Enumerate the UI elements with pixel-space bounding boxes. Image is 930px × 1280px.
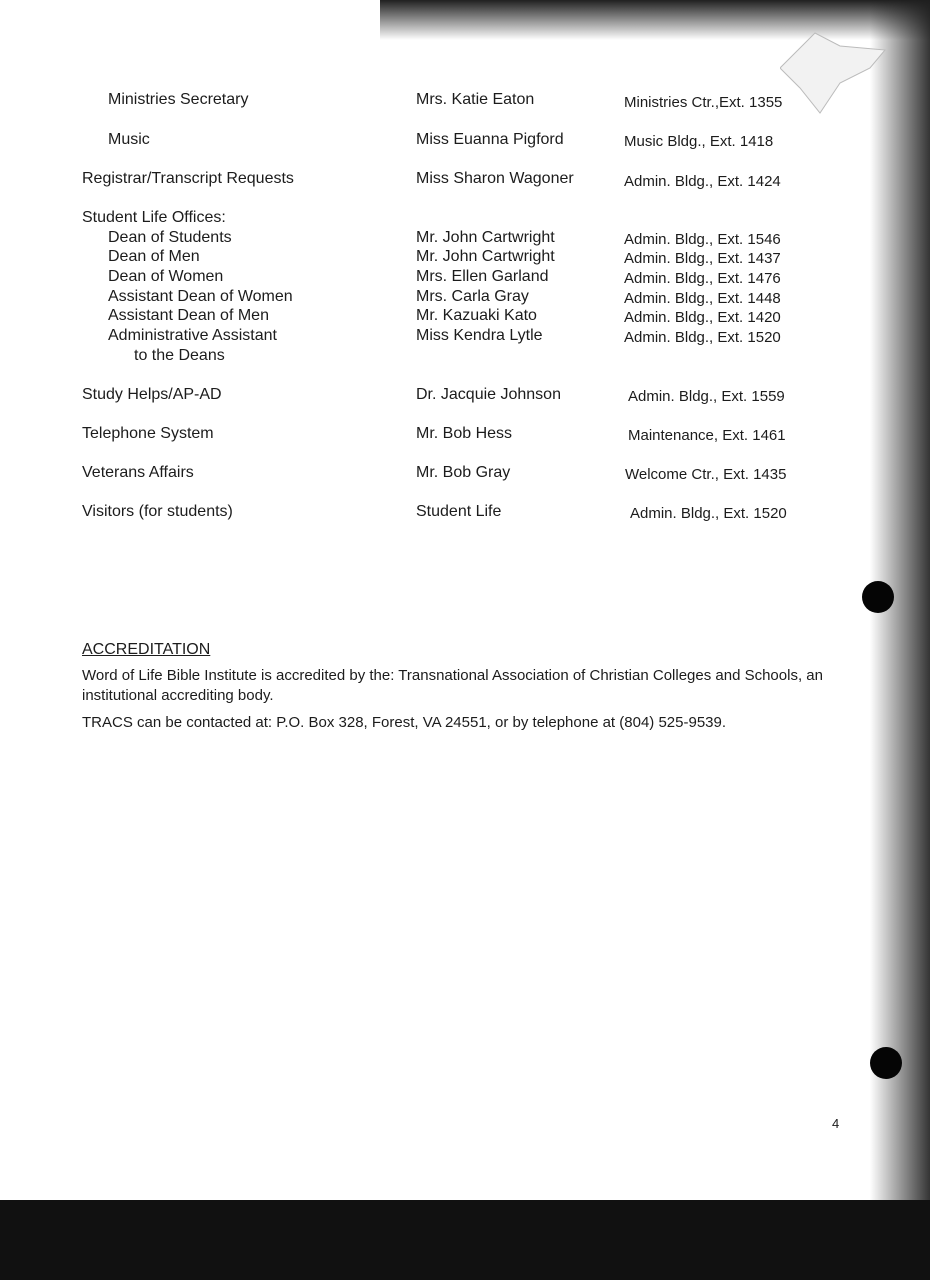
person-name: Dr. Jacquie Johnson: [416, 386, 561, 403]
dept-label: Dean of Women: [108, 268, 224, 285]
accreditation-paragraph: Word of Life Bible Institute is accredited by the: Transnational Association of Christian Colleges and Schools, an institutional accrediting body.: [82, 667, 823, 704]
dept-label: Music: [108, 131, 150, 148]
location-ext: Ministries Ctr.,Ext. 1355: [624, 94, 783, 111]
punch-hole-icon: [870, 1047, 902, 1079]
location-ext: Admin. Bldg., Ext. 1559: [628, 388, 785, 405]
dept-label: Administrative Assistant: [108, 327, 277, 344]
person-name: Mr. Kazuaki Kato: [416, 307, 537, 324]
location-ext: Admin. Bldg., Ext. 1546: [624, 231, 781, 248]
person-name: Mrs. Carla Gray: [416, 288, 529, 305]
location-ext: Admin. Bldg., Ext. 1520: [630, 505, 787, 522]
location-ext: Welcome Ctr., Ext. 1435: [625, 466, 787, 483]
dept-label: Ministries Secretary: [108, 91, 249, 108]
person-name: Mrs. Katie Eaton: [416, 91, 535, 108]
dept-label: Assistant Dean of Women: [108, 288, 293, 305]
dept-label: Telephone System: [82, 425, 214, 442]
student-life-title: Student Life Offices:: [82, 209, 226, 226]
dept-label: Registrar/Transcript Requests: [82, 170, 294, 187]
dept-label: Dean of Men: [108, 248, 200, 265]
dept-label: Visitors (for students): [82, 503, 233, 520]
person-name: Student Life: [416, 503, 502, 520]
location-ext: Admin. Bldg., Ext. 1420: [624, 309, 781, 326]
person-name: Mr. Bob Hess: [416, 425, 513, 442]
person-name: Mrs. Ellen Garland: [416, 268, 549, 285]
location-ext: Music Bldg., Ext. 1418: [624, 133, 774, 150]
location-ext: Admin. Bldg., Ext. 1520: [624, 329, 781, 346]
person-name: Miss Sharon Wagoner: [416, 170, 574, 187]
dept-label: Assistant Dean of Men: [108, 307, 269, 324]
person-name: Mr. John Cartwright: [416, 248, 555, 265]
accreditation-contact: TRACS can be contacted at: P.O. Box 328, Forest, VA 24551, or by telephone at (804) 525-9539.: [82, 714, 727, 731]
dept-label-continuation: to the Deans: [134, 347, 225, 364]
location-ext: Admin. Bldg., Ext. 1424: [624, 173, 781, 190]
torn-corner-icon: [780, 28, 890, 118]
location-ext: Admin. Bldg., Ext. 1448: [624, 290, 781, 307]
location-ext: Admin. Bldg., Ext. 1437: [624, 250, 781, 267]
accreditation-heading: ACCREDITATION: [82, 641, 211, 658]
dept-label: Study Helps/AP-AD: [82, 386, 222, 403]
location-ext: Maintenance, Ext. 1461: [628, 427, 786, 444]
punch-hole-icon: [862, 581, 894, 613]
person-name: Mr. Bob Gray: [416, 464, 511, 481]
location-ext: Admin. Bldg., Ext. 1476: [624, 270, 781, 287]
person-name: Miss Kendra Lytle: [416, 327, 543, 344]
page-number: 4: [832, 1116, 840, 1131]
person-name: Mr. John Cartwright: [416, 229, 555, 246]
person-name: Miss Euanna Pigford: [416, 131, 564, 148]
dept-label: Dean of Students: [108, 229, 232, 246]
dept-label: Veterans Affairs: [82, 464, 194, 481]
